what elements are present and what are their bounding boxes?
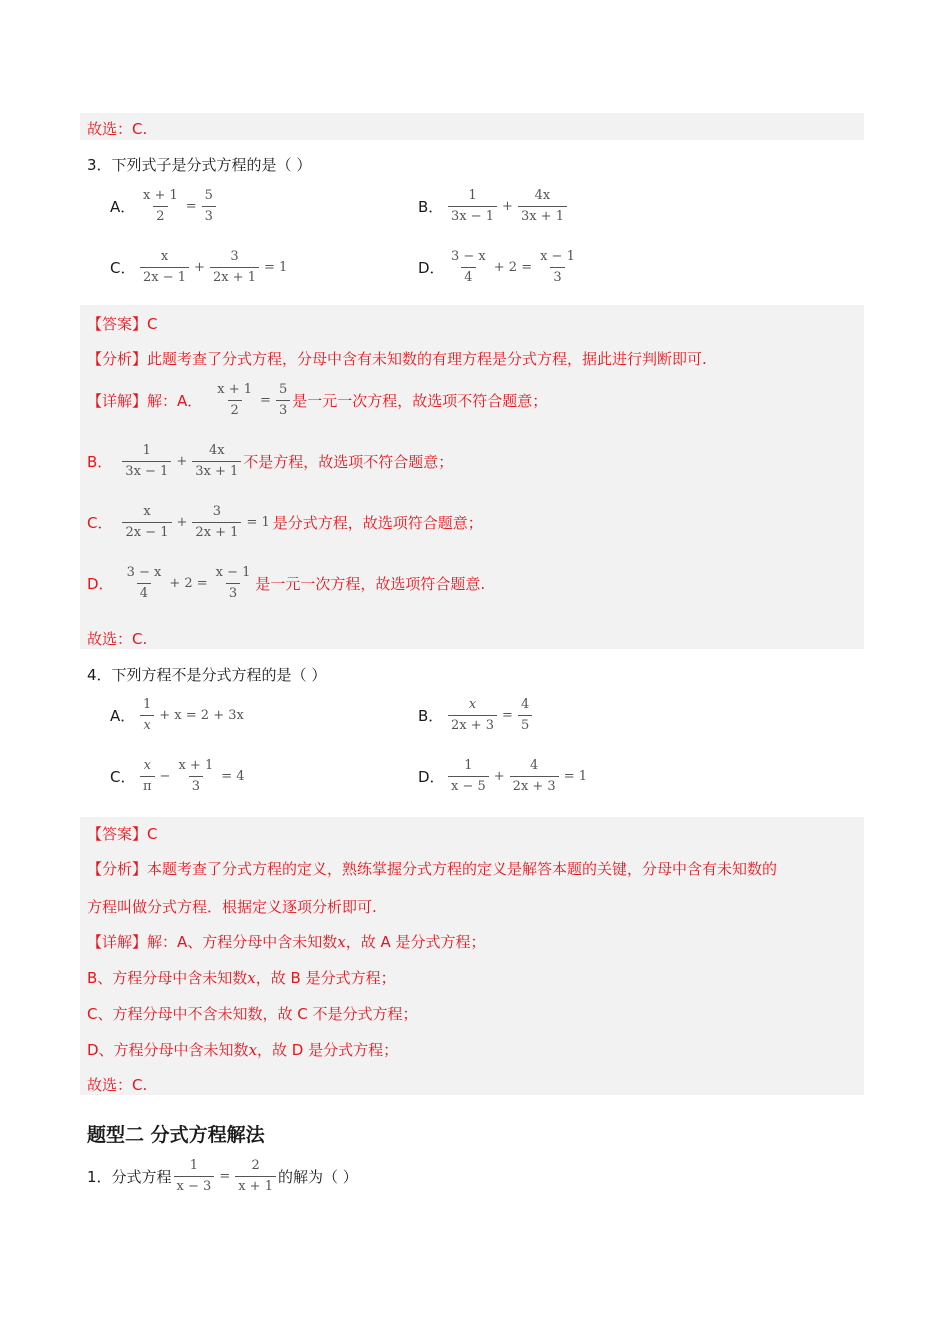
q4-answer-line (87, 823, 158, 844)
q4-option-b[interactable]: B． $\frac{x}{2x + 3}$ = $\frac{4}{5}$ (418, 697, 534, 735)
q3-detail-d: D． $\frac{3 - x}{4}$ + 2 = $\frac{x - 1}{3}$ 是一元一次方程，故选项符合题意. (87, 565, 486, 602)
fraction: $\frac{1}{x - 3}$ (174, 1158, 215, 1196)
detail-text: D、方程分母中含未知数 (87, 1041, 249, 1059)
option-letter: D． (418, 259, 445, 278)
q3-analysis-line (87, 348, 707, 369)
answer-value: C (147, 315, 158, 333)
answer-tag: 【答案】 (87, 825, 148, 843)
option-letter: A． (110, 198, 136, 217)
q3-detail-b: B． $\frac{1}{3x - 1}$ + $\frac{4x}{3x + 1}$ 不是方程，故选项不符合题意； (87, 443, 454, 480)
variable-x: x (247, 969, 256, 987)
q3-option-a[interactable]: A． $\frac{x + 1}{2}$ = $\frac{5}{3}$ (110, 188, 218, 226)
fraction: $\frac{3 - x}{4}$ (451, 249, 486, 286)
q4-analysis-line1 (87, 858, 777, 879)
q4-analysis-line2: 方程叫做分式方程．根据定义逐项分析即可. (87, 898, 377, 916)
fraction: $\frac{4}{2x + 3}$ (510, 758, 559, 796)
q3-option-c[interactable]: C． $\frac{x}{2x - 1}$ + $\frac{3}{2x + 1}$ = 1 (110, 249, 288, 286)
variable-x: x (248, 1041, 258, 1059)
fraction: $\frac{5}{3}$ (202, 188, 216, 226)
fraction: $\frac{1}{3x - 1}$ (448, 188, 497, 226)
prev-final-answer: 故选：C. (87, 120, 148, 138)
fraction: $\frac{x + 1}{2}$ (217, 382, 253, 419)
fraction: $\frac{x}{2x - 1}$ (140, 249, 189, 287)
detail-text: ，故 B 是分式方程； (255, 969, 396, 987)
answer-value: C (147, 825, 158, 843)
q3-detail-c: C． $\frac{x}{2x - 1}$ + $\frac{3}{2x + 1}$ = 1 是分式方程，故选项符合题意； (87, 504, 483, 541)
q5-stem: 1．分式方程 $\frac{1}{x - 3}$ = $\frac{2}{x + 1}$ 的解为（ ） (87, 1158, 358, 1195)
option-letter: D． (418, 768, 445, 787)
q3-detail-a: 【详解】 解：A． $\frac{x + 1}{2}$ = $\frac{5}{3}$ 是一元一次方程，故选项不符合题意； (87, 382, 548, 419)
fraction: $\frac{3}{2x + 1}$ (192, 504, 241, 542)
analysis-tag: 【分析】 (87, 350, 148, 368)
detail-tag: 【详解】 (87, 392, 148, 411)
option-letter: B． (418, 198, 444, 217)
detail-text: 是一元一次方程，故选项不符合题意； (292, 392, 548, 411)
q4-final-answer: 故选：C. (87, 1076, 148, 1094)
fraction: $\frac{1}{x}$ (140, 697, 154, 735)
detail-text: 是一元一次方程，故选项符合题意. (255, 575, 486, 594)
q4-detail-a (87, 931, 486, 952)
q4-detail-c: C、方程分母中不含未知数，故 C 不是分式方程； (87, 1005, 418, 1023)
analysis-tag: 【分析】 (87, 860, 148, 878)
fraction: $\frac{x - 1}{3}$ (540, 249, 575, 286)
option-letter: B． (418, 707, 444, 726)
q3-option-d[interactable]: D． $\frac{3 - x}{4}$ + 2 = $\frac{x - 1}{3}$ (418, 249, 580, 287)
q4-stem: 4．下列方程不是分式方程的是（ ） (87, 666, 327, 684)
q3-final-answer: 故选：C. (87, 630, 148, 648)
q3-option-b[interactable]: B． $\frac{1}{3x - 1}$ + $\frac{4x}{3x + 1}$ (418, 188, 569, 226)
q3-stem: 3．下列式子是分式方程的是（ ） (87, 156, 312, 174)
detail-letter: D． (87, 575, 114, 594)
detail-text: ，故 A 是分式方程； (345, 933, 486, 951)
fraction: $\frac{2}{x + 1}$ (235, 1158, 276, 1196)
option-letter: C． (110, 768, 136, 787)
stem-prefix: 1．分式方程 (87, 1168, 172, 1187)
q3-answer-line (87, 313, 158, 334)
q4-option-a[interactable]: A． $\frac{1}{x}$ + x = 2 + 3x (110, 697, 244, 734)
fraction: $\frac{x - 1}{3}$ (215, 565, 251, 602)
q4-detail-b (87, 967, 396, 988)
fraction: $\frac{x}{2x - 1}$ (122, 504, 171, 542)
analysis-text: 此题考查了分式方程，分母中含有未知数的有理方程是分式方程，据此进行判断即可. (147, 350, 707, 368)
fraction: $\frac{4x}{3x + 1}$ (192, 443, 241, 481)
fraction: $\frac{4}{5}$ (518, 697, 532, 735)
fraction: $\frac{1}{x - 5}$ (448, 758, 489, 796)
fraction: $\frac{x + 1}{2}$ (143, 188, 178, 225)
fraction: $\frac{3 - x}{4}$ (126, 565, 162, 602)
section-title: 题型二 分式方程解法 (87, 1124, 265, 1146)
detail-tag: 【详解】 (87, 933, 148, 951)
detail-intro: 解：A． (147, 392, 203, 411)
prev-answer-block (80, 113, 864, 140)
fraction: $\frac{x + 1}{3}$ (178, 758, 214, 795)
detail-text: B、方程分母中含未知数 (87, 969, 248, 987)
analysis-text: 本题考查了分式方程的定义，熟练掌握分式方程的定义是解答本题的关键，分母中含有未知数的 (147, 860, 778, 878)
detail-letter: C． (87, 514, 113, 533)
detail-text: 不是方程，故选项不符合题意； (243, 453, 454, 472)
fraction: $\frac{4x}{3x + 1}$ (518, 188, 567, 226)
option-letter: C． (110, 259, 136, 278)
detail-letter: B． (87, 453, 113, 472)
option-letter: A． (110, 707, 136, 726)
answer-tag: 【答案】 (87, 315, 148, 333)
fraction: $\frac{5}{3}$ (276, 382, 290, 420)
q4-option-d[interactable]: D． $\frac{1}{x - 5}$ + $\frac{4}{2x + 3}$ = 1 (418, 758, 587, 795)
fraction: $\frac{x}{2x + 3}$ (448, 697, 497, 735)
detail-text: ，故 D 是分式方程； (257, 1041, 399, 1059)
fraction: $\frac{x}{\pi}$ (140, 758, 155, 796)
q4-option-c[interactable]: C． $\frac{x}{\pi}$ − $\frac{x + 1}{3}$ = 4 (110, 758, 245, 795)
stem-suffix: 的解为（ ） (277, 1168, 358, 1187)
q4-detail-d (87, 1039, 398, 1060)
detail-text: 是分式方程，故选项符合题意； (272, 514, 483, 533)
variable-x: x (337, 933, 346, 951)
fraction: $\frac{3}{2x + 1}$ (210, 249, 259, 287)
fraction: $\frac{1}{3x - 1}$ (122, 443, 171, 481)
detail-text: 解：A、方程分母中含未知数 (147, 933, 338, 951)
